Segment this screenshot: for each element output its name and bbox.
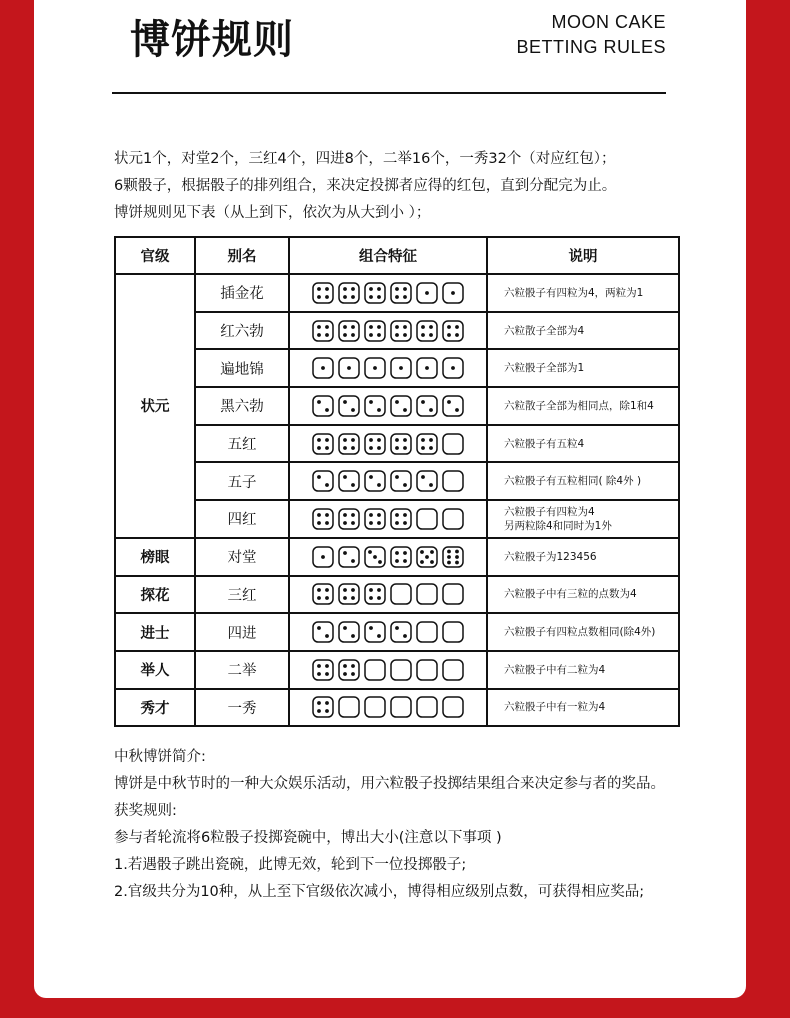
die-face-3-icon bbox=[364, 546, 386, 568]
die-face-4-icon bbox=[312, 508, 334, 530]
english-title-line-1: MOON CAKE bbox=[551, 12, 666, 32]
description-text: 六粒骰子中有三粒的点数为4 bbox=[504, 588, 637, 601]
die-blank-icon bbox=[442, 433, 464, 455]
table-row bbox=[115, 689, 679, 727]
die-face-2-icon bbox=[338, 546, 360, 568]
dice-combination-cell bbox=[289, 425, 487, 463]
dice-combination-cell bbox=[289, 312, 487, 350]
table-row bbox=[115, 613, 679, 651]
outro-line: 2.官级共分为10种，从上至下官级依次减小，博得相应级别点数，可获得相应奖品; bbox=[114, 884, 645, 900]
die-face-1-icon bbox=[338, 357, 360, 379]
header-alias: 别名 bbox=[195, 237, 289, 274]
description-cell bbox=[487, 576, 679, 614]
table-row bbox=[115, 312, 679, 350]
dice-group bbox=[312, 282, 464, 304]
alias-cell: 三红 bbox=[195, 576, 289, 614]
alias-cell: 对堂 bbox=[195, 538, 289, 576]
die-blank-icon bbox=[390, 696, 412, 718]
die-blank-icon bbox=[442, 583, 464, 605]
die-face-4-icon bbox=[442, 320, 464, 342]
dice-group bbox=[312, 357, 464, 379]
die-face-2-icon bbox=[364, 621, 386, 643]
description-text: 六粒骰子有四粒为4，两粒为1 bbox=[504, 286, 644, 299]
dice-combination-cell bbox=[289, 576, 487, 614]
die-face-4-icon bbox=[312, 433, 334, 455]
die-face-4-icon bbox=[390, 433, 412, 455]
english-title-line-2: BETTING RULES bbox=[516, 37, 666, 57]
description-text: 六粒骰子有五粒4 bbox=[504, 437, 585, 450]
description-cell bbox=[487, 462, 679, 500]
die-blank-icon bbox=[442, 659, 464, 681]
die-face-2-icon bbox=[416, 470, 438, 492]
outro-line: 中秋博饼简介: bbox=[114, 749, 206, 765]
die-face-4-icon bbox=[364, 320, 386, 342]
alias-cell: 四进 bbox=[195, 613, 289, 651]
dice-combination-cell bbox=[289, 500, 487, 538]
die-blank-icon bbox=[416, 696, 438, 718]
die-blank-icon bbox=[442, 508, 464, 530]
dice-group bbox=[312, 433, 464, 455]
die-blank-icon bbox=[416, 508, 438, 530]
die-face-4-icon bbox=[390, 320, 412, 342]
die-face-4-icon bbox=[416, 320, 438, 342]
die-face-5-icon bbox=[416, 546, 438, 568]
die-face-4-icon bbox=[338, 583, 360, 605]
die-face-4-icon bbox=[390, 508, 412, 530]
outro-line: 获奖规则: bbox=[114, 803, 177, 819]
die-face-4-icon bbox=[312, 282, 334, 304]
outro-line: 参与者轮流将6粒骰子投掷瓷碗中，博出大小(注意以下事项 ) bbox=[114, 830, 502, 846]
alias-cell: 插金花 bbox=[195, 274, 289, 312]
die-face-1-icon bbox=[416, 357, 438, 379]
description-cell bbox=[487, 274, 679, 312]
description-cell bbox=[487, 689, 679, 727]
die-blank-icon bbox=[364, 659, 386, 681]
alias-cell: 五子 bbox=[195, 462, 289, 500]
die-face-2-icon bbox=[312, 470, 334, 492]
english-title bbox=[516, 10, 666, 60]
description-text: 六粒骰子有四粒点数相同(除4外) bbox=[504, 626, 656, 639]
grade-cell: 进士 bbox=[115, 613, 195, 651]
dice-group bbox=[312, 696, 464, 718]
die-face-1-icon bbox=[312, 357, 334, 379]
description-cell bbox=[487, 425, 679, 463]
die-blank-icon bbox=[390, 659, 412, 681]
die-face-1-icon bbox=[442, 357, 464, 379]
intro-line: 6颗骰子，根据骰子的排列组合，来决定投掷者应得的红包，直到分配完为止。 bbox=[114, 178, 617, 194]
die-face-1-icon bbox=[442, 282, 464, 304]
dice-combination-cell bbox=[289, 538, 487, 576]
dice-group bbox=[312, 470, 464, 492]
die-face-4-icon bbox=[364, 433, 386, 455]
alias-cell: 红六勃 bbox=[195, 312, 289, 350]
rules-table bbox=[114, 236, 680, 727]
die-face-2-icon bbox=[312, 621, 334, 643]
description-text-line-2: 另两粒除4和同时为1外 bbox=[504, 519, 612, 532]
die-blank-icon bbox=[390, 583, 412, 605]
alias-cell: 五红 bbox=[195, 425, 289, 463]
die-face-4-icon bbox=[338, 282, 360, 304]
die-face-2-icon bbox=[390, 470, 412, 492]
die-blank-icon bbox=[442, 621, 464, 643]
die-face-4-icon bbox=[364, 508, 386, 530]
description-cell bbox=[487, 651, 679, 689]
die-blank-icon bbox=[442, 470, 464, 492]
grade-cell: 举人 bbox=[115, 651, 195, 689]
die-blank-icon bbox=[442, 696, 464, 718]
die-face-4-icon bbox=[312, 320, 334, 342]
die-face-2-icon bbox=[442, 395, 464, 417]
die-face-2-icon bbox=[338, 470, 360, 492]
dice-group bbox=[312, 621, 464, 643]
alias-cell: 黑六勃 bbox=[195, 387, 289, 425]
dice-combination-cell bbox=[289, 689, 487, 727]
die-face-4-icon bbox=[312, 696, 334, 718]
table-row bbox=[115, 425, 679, 463]
die-face-2-icon bbox=[416, 395, 438, 417]
outro-line: 1.若遇骰子跳出瓷碗，此博无效，轮到下一位投掷骰子; bbox=[114, 857, 467, 873]
die-face-4-icon bbox=[364, 282, 386, 304]
die-face-4-icon bbox=[338, 320, 360, 342]
die-face-2-icon bbox=[338, 395, 360, 417]
alias-cell: 四红 bbox=[195, 500, 289, 538]
table-row bbox=[115, 500, 679, 538]
header-combination: 组合特征 bbox=[289, 237, 487, 274]
die-blank-icon bbox=[338, 696, 360, 718]
table-row bbox=[115, 538, 679, 576]
description-text: 六粒骰子有四粒为4 bbox=[504, 505, 595, 518]
grade-cell: 秀才 bbox=[115, 689, 195, 727]
description-cell bbox=[487, 500, 679, 538]
table-row bbox=[115, 387, 679, 425]
die-face-1-icon bbox=[312, 546, 334, 568]
alias-cell: 遍地锦 bbox=[195, 349, 289, 387]
description-cell bbox=[487, 387, 679, 425]
rules-table-body bbox=[115, 274, 679, 726]
dice-combination-cell bbox=[289, 349, 487, 387]
description-text: 六粒散子全部为4 bbox=[504, 324, 585, 337]
intro-line: 博饼规则见下表（从上到下，依次为从大到小 ）； bbox=[114, 205, 431, 221]
dice-combination-cell bbox=[289, 387, 487, 425]
die-face-4-icon bbox=[338, 508, 360, 530]
grade-cell: 探花 bbox=[115, 576, 195, 614]
outro-line: 博饼是中秋节时的一种大众娱乐活动，用六粒骰子投掷结果组合来决定参与者的奖品。 bbox=[114, 776, 665, 792]
dice-combination-cell bbox=[289, 651, 487, 689]
intro-line: 状元1个，对堂2个，三红4个，四进8个，二举16个，一秀32个（对应红包）； bbox=[114, 151, 616, 167]
die-blank-icon bbox=[364, 696, 386, 718]
die-face-4-icon bbox=[390, 282, 412, 304]
die-face-4-icon bbox=[364, 583, 386, 605]
table-row bbox=[115, 462, 679, 500]
die-face-2-icon bbox=[338, 621, 360, 643]
intro-text bbox=[114, 146, 674, 227]
die-face-4-icon bbox=[416, 433, 438, 455]
table-row bbox=[115, 349, 679, 387]
description-text: 六粒骰子为123456 bbox=[504, 550, 597, 563]
die-face-4-icon bbox=[338, 433, 360, 455]
header-grade: 官级 bbox=[115, 237, 195, 274]
dice-combination-cell bbox=[289, 274, 487, 312]
die-face-4-icon bbox=[338, 659, 360, 681]
die-face-2-icon bbox=[390, 621, 412, 643]
outro-text bbox=[114, 744, 674, 906]
die-face-4-icon bbox=[312, 583, 334, 605]
description-text: 六粒骰子中有二粒为4 bbox=[504, 663, 606, 676]
page-title: 博饼规则 bbox=[130, 17, 294, 63]
dice-group bbox=[312, 508, 464, 530]
dice-group bbox=[312, 395, 464, 417]
table-row bbox=[115, 274, 679, 312]
die-face-2-icon bbox=[390, 395, 412, 417]
alias-cell: 二举 bbox=[195, 651, 289, 689]
description-cell bbox=[487, 538, 679, 576]
description-cell bbox=[487, 312, 679, 350]
dice-group bbox=[312, 546, 464, 568]
die-face-2-icon bbox=[312, 395, 334, 417]
description-cell bbox=[487, 613, 679, 651]
dice-group bbox=[312, 320, 464, 342]
dice-combination-cell bbox=[289, 613, 487, 651]
description-text: 六粒散子全部为相同点，除1和4 bbox=[504, 399, 654, 412]
die-blank-icon bbox=[416, 659, 438, 681]
description-cell bbox=[487, 349, 679, 387]
dice-group bbox=[312, 583, 464, 605]
description-text: 六粒骰子全部为1 bbox=[504, 362, 585, 375]
dice-group bbox=[312, 659, 464, 681]
die-face-1-icon bbox=[390, 357, 412, 379]
grade-cell: 榜眼 bbox=[115, 538, 195, 576]
die-face-6-icon bbox=[442, 546, 464, 568]
table-row bbox=[115, 651, 679, 689]
die-face-2-icon bbox=[364, 395, 386, 417]
die-blank-icon bbox=[416, 583, 438, 605]
description-text: 六粒骰子有五粒相同( 除4外 ) bbox=[504, 475, 642, 488]
alias-cell: 一秀 bbox=[195, 689, 289, 727]
header-description: 说明 bbox=[487, 237, 679, 274]
grade-cell: 状元 bbox=[115, 274, 195, 538]
dice-combination-cell bbox=[289, 462, 487, 500]
description-text: 六粒骰子中有一粒为4 bbox=[504, 701, 606, 714]
die-face-1-icon bbox=[416, 282, 438, 304]
title-divider bbox=[112, 92, 666, 94]
die-face-4-icon bbox=[312, 659, 334, 681]
table-header-row bbox=[115, 237, 679, 274]
die-face-1-icon bbox=[364, 357, 386, 379]
table-row bbox=[115, 576, 679, 614]
rules-card bbox=[34, 0, 746, 998]
die-face-2-icon bbox=[364, 470, 386, 492]
die-face-4-icon bbox=[390, 546, 412, 568]
die-blank-icon bbox=[416, 621, 438, 643]
